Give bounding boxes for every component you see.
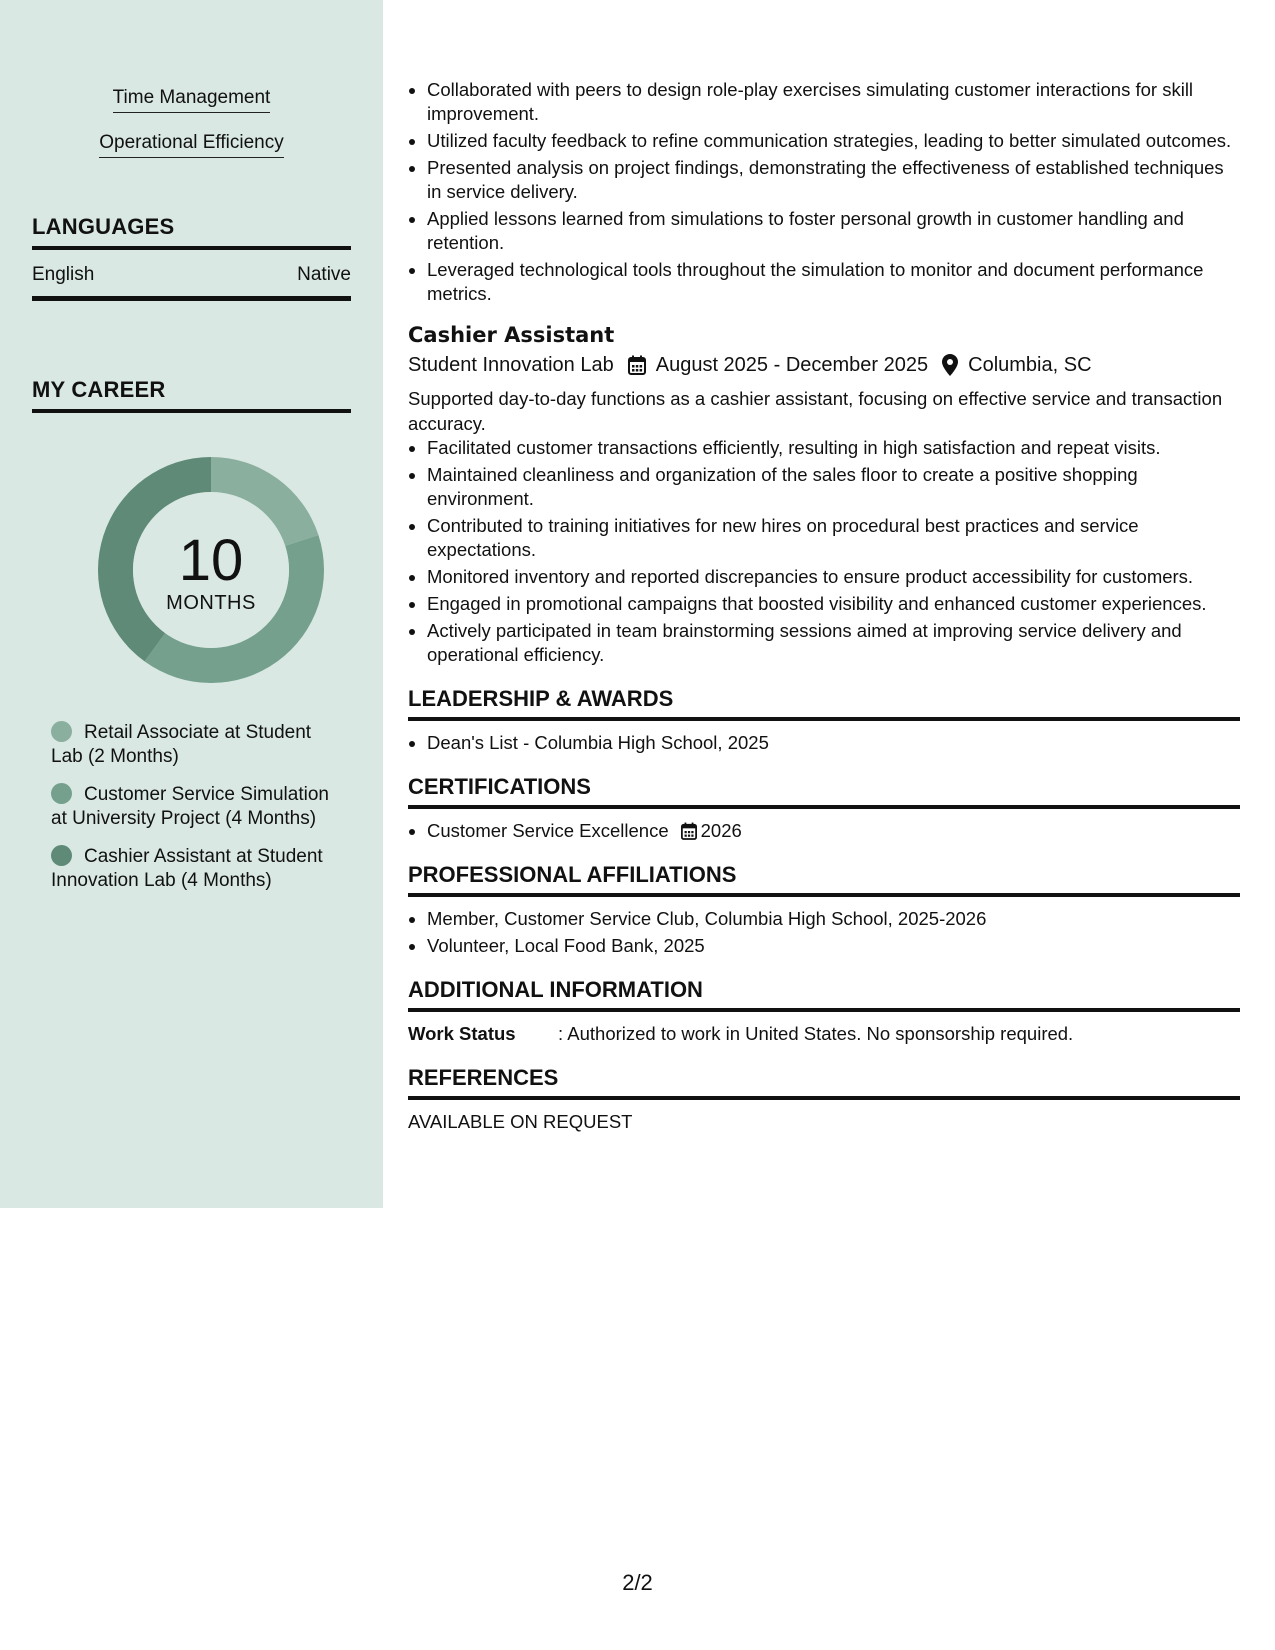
career-donut-chart <box>96 455 326 685</box>
languages-heading: LANGUAGES <box>32 214 351 250</box>
career-total-number: 10 <box>178 528 244 593</box>
career-legend-item <box>51 845 341 893</box>
references-heading: REFERENCES <box>408 1064 1240 1100</box>
legend-dot <box>51 845 72 866</box>
legend-label: Retail Associate at Student Lab (2 Months) <box>51 722 312 767</box>
list-item: • Contributed to training initiatives for new hires on procedural best practices and service expectations. <box>427 514 1240 562</box>
list-item: • Member, Customer Service Club, Columbia High School, 2025-2026 <box>427 907 1240 931</box>
list-item: • Collaborated with peers to design role-play exercises simulating customer interactions for skill improvement. <box>427 78 1240 126</box>
certifications-heading: CERTIFICATIONS <box>408 773 1240 809</box>
job-meta <box>408 350 1240 380</box>
legend-label: Customer Service Simulation at University Project (4 Months) <box>51 784 329 829</box>
list-item: • Actively participated in team brainstorming sessions aimed at improving service delivery and operational efficiency. <box>427 619 1240 667</box>
career-total-unit: MONTHS <box>166 592 256 614</box>
affiliations-heading: PROFESSIONAL AFFILIATIONS <box>408 861 1240 897</box>
list-item: • Facilitated customer transactions efficiently, resulting in high satisfaction and repeat visits. <box>427 436 1240 460</box>
certifications-list <box>408 819 1240 843</box>
calendar-icon <box>681 822 697 840</box>
career-legend-item <box>51 721 341 769</box>
sidebar <box>0 0 383 1208</box>
list-item: • Applied lessons learned from simulations to foster personal growth in customer handling and retention. <box>427 207 1240 255</box>
previous-job-bullets <box>408 78 1240 306</box>
legend-dot <box>51 783 72 804</box>
job-dates: August 2025 - December 2025 <box>655 354 929 376</box>
list-item: • Engaged in promotional campaigns that boosted visibility and enhanced customer experiences. <box>427 592 1240 616</box>
job-location: Columbia, SC <box>968 354 1092 376</box>
career-legend <box>51 721 341 893</box>
affiliations-list <box>408 907 1240 958</box>
certification-name: • Customer Service Excellence <box>427 820 669 841</box>
job-company: Student Innovation Lab <box>408 354 614 376</box>
list-item <box>427 819 1240 843</box>
legend-label: Cashier Assistant at Student Innovation Lab (4 Months) <box>51 846 323 891</box>
skill-item: Time Management <box>113 86 271 113</box>
list-item: • Leveraged technological tools throughout the simulation to monitor and document performance metrics. <box>427 258 1240 306</box>
work-status-row <box>408 1022 1240 1046</box>
legend-dot <box>51 721 72 742</box>
career-legend-item <box>51 783 341 831</box>
work-status-value: : Authorized to work in United States. No sponsorship required. <box>558 1023 1074 1044</box>
list-item: • Presented analysis on project findings, demonstrating the effectiveness of established techniques in service delivery. <box>427 156 1240 204</box>
main-content <box>408 78 1240 1134</box>
skill-item: Operational Efficiency <box>99 131 283 158</box>
leadership-list <box>408 731 1240 755</box>
additional-info-heading: ADDITIONAL INFORMATION <box>408 976 1240 1012</box>
job-bullets <box>408 436 1240 667</box>
page-number: 2/2 <box>622 1570 653 1595</box>
certification-year: 2026 <box>700 820 742 841</box>
job-title: Cashier Assistant <box>408 323 615 347</box>
work-status-label: Work Status <box>408 1023 516 1044</box>
career-heading: MY CAREER <box>32 377 351 413</box>
list-item: • Volunteer, Local Food Bank, 2025 <box>427 934 1240 958</box>
calendar-icon <box>628 355 646 375</box>
references-text: AVAILABLE ON REQUEST <box>408 1111 633 1132</box>
list-item: • Monitored inventory and reported discrepancies to ensure product accessibility for customers. <box>427 565 1240 589</box>
language-level: Native <box>297 264 351 285</box>
location-pin-icon <box>942 354 958 376</box>
language-row <box>32 250 351 301</box>
list-item: • Utilized faculty feedback to refine communication strategies, leading to better simulated outcomes. <box>427 129 1240 153</box>
job-summary: Supported day-to-day functions as a cashier assistant, focusing on effective service and transaction accuracy. <box>408 388 1223 434</box>
list-item: • Dean's List - Columbia High School, 2025 <box>427 731 1240 755</box>
skills-list <box>32 0 351 176</box>
donut-center <box>96 455 326 685</box>
leadership-heading: LEADERSHIP & AWARDS <box>408 685 1240 721</box>
list-item: • Maintained cleanliness and organization of the sales floor to create a positive shopping environment. <box>427 463 1240 511</box>
language-name: English <box>32 264 95 285</box>
